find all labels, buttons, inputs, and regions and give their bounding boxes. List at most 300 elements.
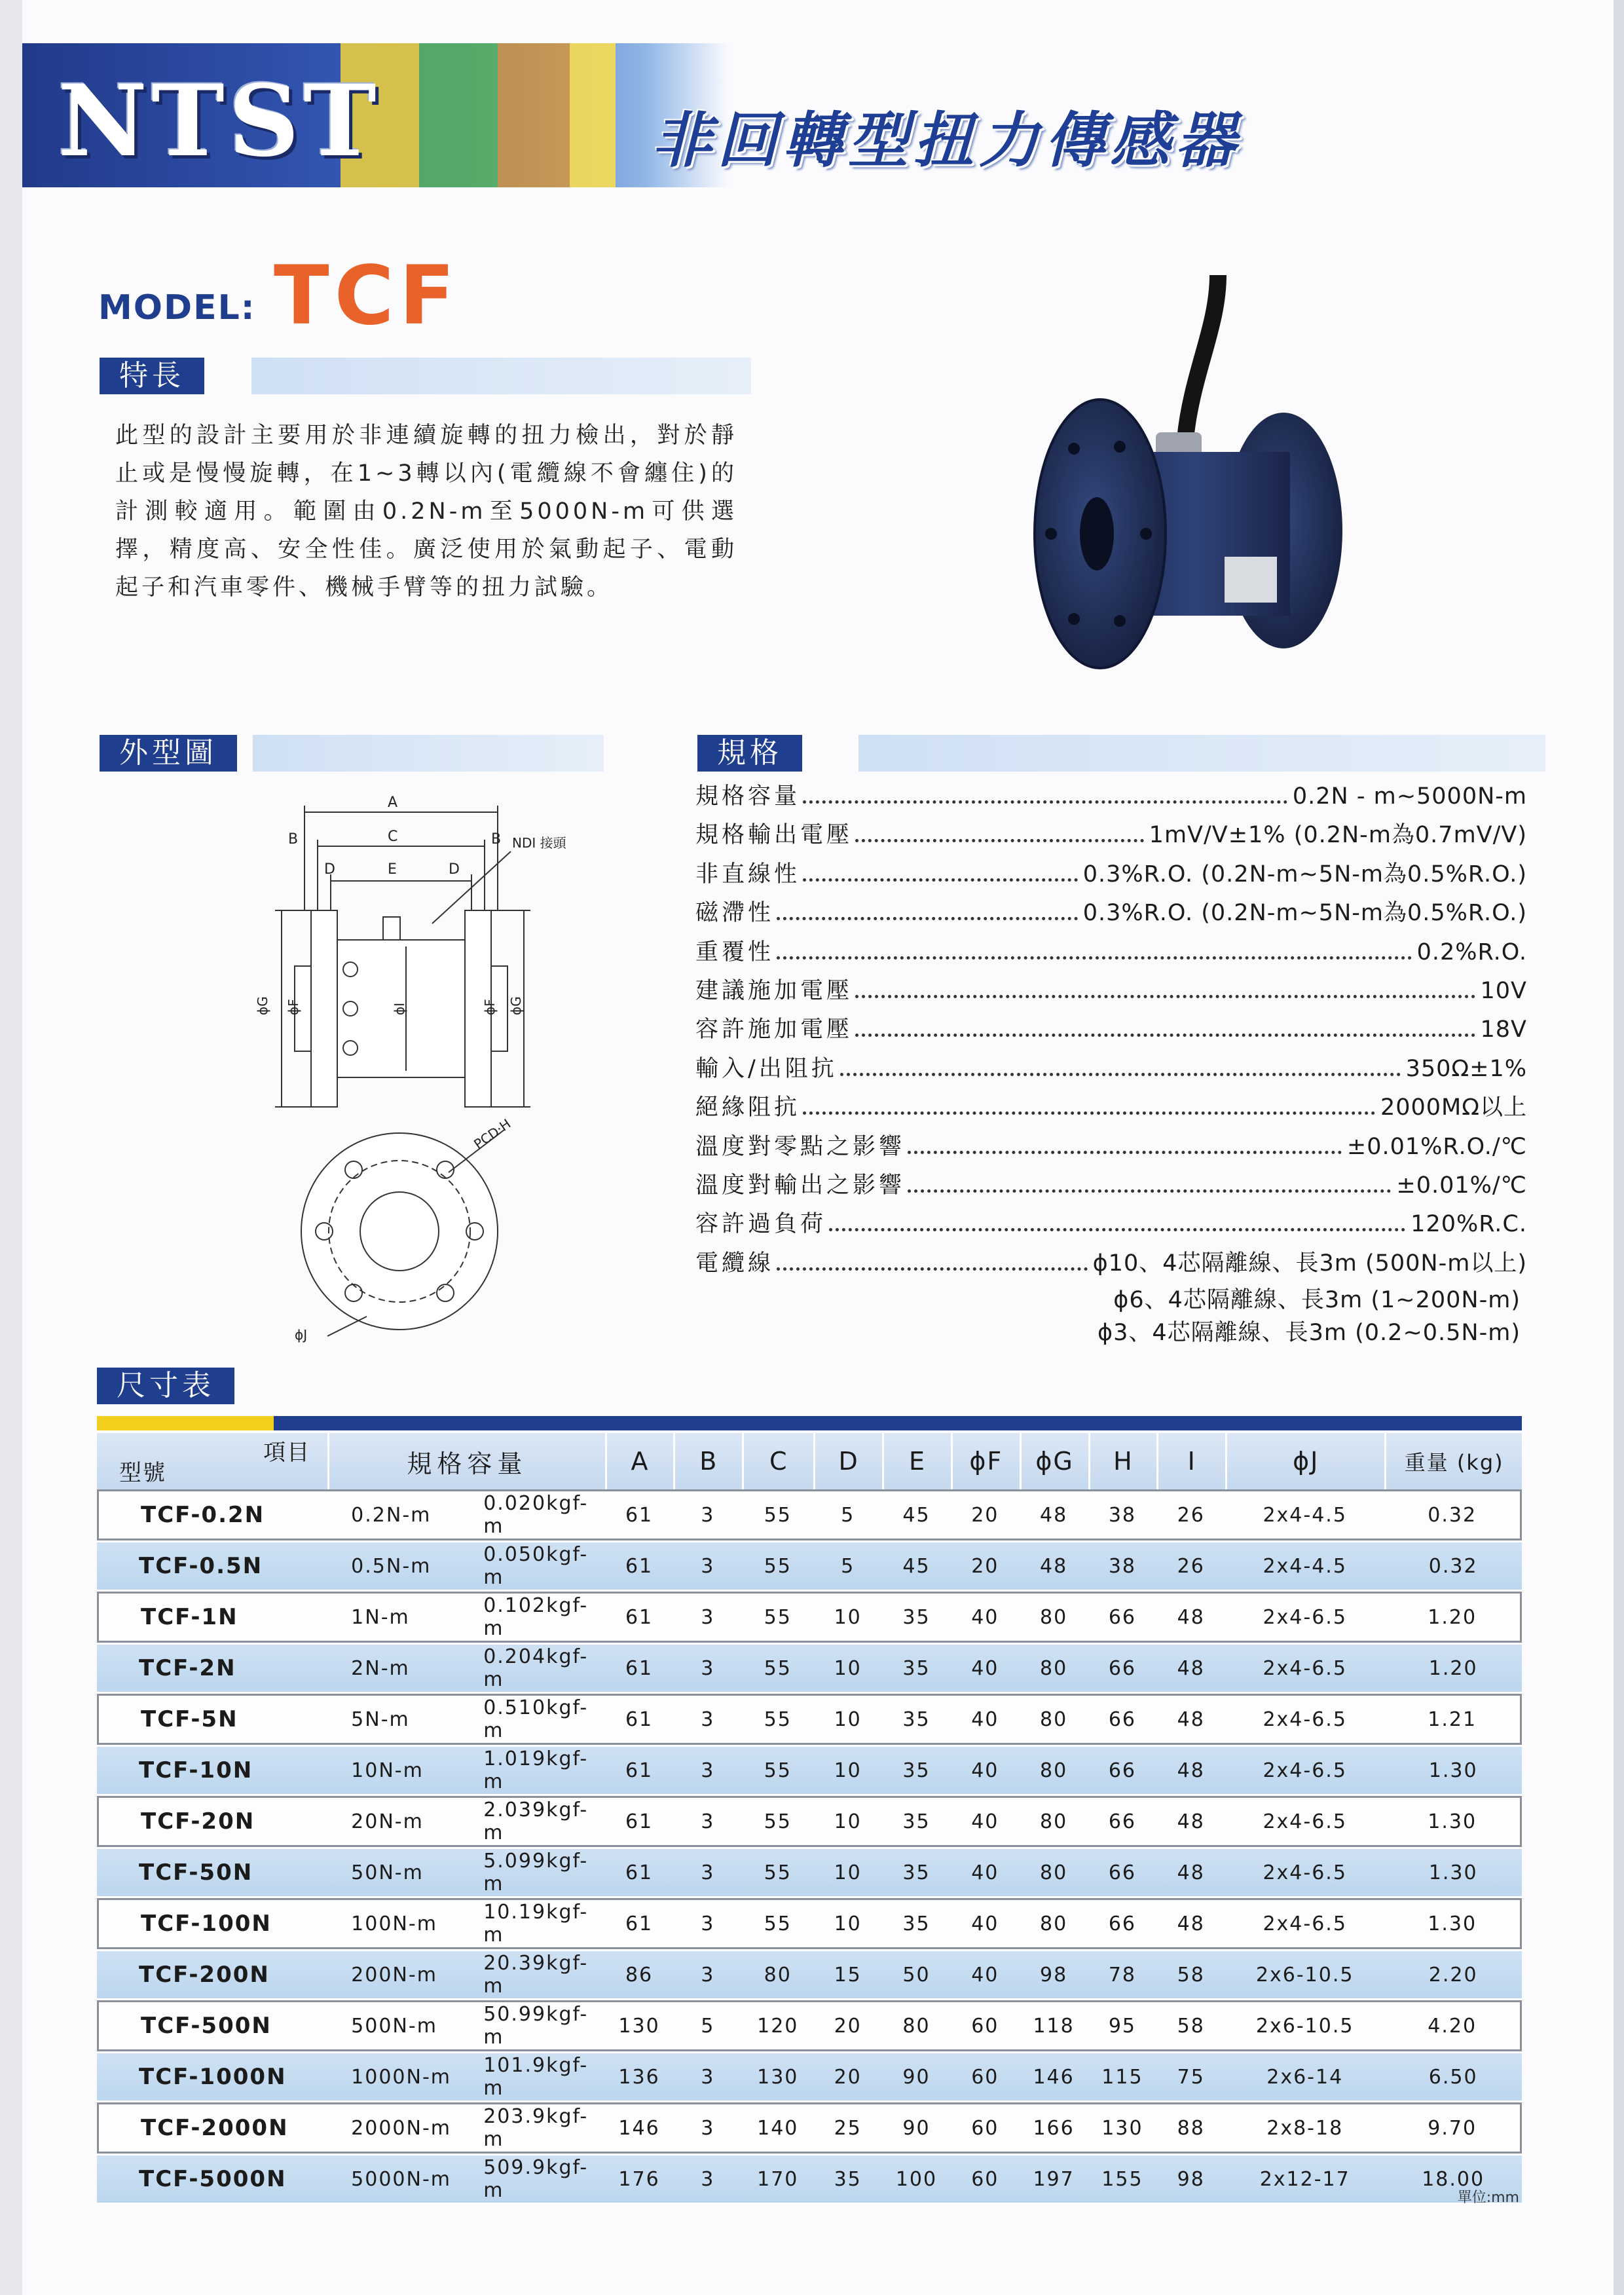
table-cell: 170 — [742, 2154, 813, 2205]
table-cell: 58 — [1156, 1949, 1225, 2000]
spec-row — [695, 1167, 1527, 1206]
spec-value: 0.2%R.O. — [1416, 939, 1527, 965]
table-cell: 0.32 — [1384, 1489, 1522, 1540]
table-cell: 35 — [882, 1745, 951, 1796]
table-cell: 90 — [882, 2051, 951, 2102]
banner-tile — [570, 43, 616, 187]
table-cell: 66 — [1088, 1745, 1157, 1796]
table-cell: 18.00 — [1384, 2154, 1522, 2205]
table-cell: 10 — [813, 1592, 882, 1643]
table-cell: 35 — [882, 1898, 951, 1949]
table-cell: 80 — [1020, 1592, 1088, 1643]
spec-row — [695, 1129, 1527, 1167]
table-row — [97, 1592, 1522, 1643]
cable-extra-1: ϕ6、4芯隔離線、長3m (1~200N-m) — [1113, 1287, 1521, 1314]
table-row — [97, 1745, 1522, 1796]
model-value: TCF — [274, 249, 460, 343]
table-row — [97, 2000, 1522, 2051]
table-cell: 80 — [1020, 1898, 1088, 1949]
spec-row — [695, 1089, 1527, 1128]
model-cell: TCF-5N — [97, 1694, 327, 1745]
header-col: ϕF — [951, 1433, 1020, 1489]
table-cell: 0.020kgf-m — [470, 1489, 604, 1540]
table-header-row — [97, 1433, 1522, 1489]
table-cell: 509.9kgf-m — [470, 2154, 604, 2205]
outline-section-header — [100, 735, 604, 772]
spec-label: 容許過負荷 — [695, 1211, 827, 1238]
table-cell: 25 — [813, 2102, 882, 2154]
table-cell: 2x4-6.5 — [1225, 1847, 1384, 1898]
table-cell: 40 — [951, 1694, 1020, 1745]
table-cell: 80 — [1020, 1643, 1088, 1694]
table-cell: 2x4-6.5 — [1225, 1643, 1384, 1694]
spec-row — [695, 856, 1527, 895]
table-cell: 75 — [1156, 2051, 1225, 2102]
table-row — [97, 2154, 1522, 2205]
table-cell: 55 — [742, 1694, 813, 1745]
table-cell: 61 — [605, 1898, 674, 1949]
table-cell: 3 — [673, 2051, 742, 2102]
table-cell: 38 — [1088, 1540, 1157, 1592]
table-cell: 26 — [1156, 1489, 1225, 1540]
cable — [1185, 275, 1218, 439]
table-cell: 50.99kgf-m — [470, 2000, 604, 2051]
table-cell: 130 — [742, 2051, 813, 2102]
table-cell: 95 — [1088, 2000, 1157, 2051]
table-cell: 38 — [1088, 1489, 1157, 1540]
table-cell: 5 — [813, 1489, 882, 1540]
dim-B-right: B — [491, 831, 502, 848]
header-corner — [97, 1433, 327, 1489]
table-cell: 10 — [813, 1694, 882, 1745]
table-cell: 40 — [951, 1898, 1020, 1949]
table-cell: 1.30 — [1384, 1796, 1522, 1847]
section-tag: 外型圖 — [100, 735, 237, 772]
dim-D-left: D — [324, 861, 335, 878]
table-cell: 55 — [742, 1847, 813, 1898]
table-cell: 20 — [951, 1540, 1020, 1592]
spec-label: 容許施加電壓 — [695, 1017, 853, 1043]
header-col: H — [1088, 1433, 1157, 1489]
dim-C: C — [388, 829, 398, 845]
table-cell: 35 — [882, 1796, 951, 1847]
spec-value: 18V — [1480, 1017, 1527, 1043]
table-cell: 2x4-6.5 — [1225, 1694, 1384, 1745]
table-cell: 118 — [1020, 2000, 1088, 2051]
spec-label: 非直線性 — [695, 861, 801, 887]
table-cell: 50 — [882, 1949, 951, 2000]
table-cell: 66 — [1088, 1694, 1157, 1745]
spec-value: 1mV/V±1% (0.2N-m為0.7mV/V) — [1149, 822, 1527, 849]
page-left-edge — [0, 0, 22, 2295]
connector-label: NDI 接頭 — [512, 835, 566, 851]
table-cell: 203.9kgf-m — [470, 2102, 604, 2154]
table-cell: 80 — [1020, 1847, 1088, 1898]
model-cell: TCF-0.2N — [97, 1489, 327, 1540]
table-cell: 61 — [605, 1592, 674, 1643]
table-cell: 60 — [951, 2000, 1020, 2051]
table-cell: 48 — [1156, 1592, 1225, 1643]
table-row — [97, 1540, 1522, 1592]
table-cell: 3 — [673, 1540, 742, 1592]
table-cell: 66 — [1088, 1643, 1157, 1694]
spec-label: 建議施加電壓 — [695, 977, 853, 1004]
model-cell: TCF-1N — [97, 1592, 327, 1643]
table-cell: 40 — [951, 1592, 1020, 1643]
table-cell: 48 — [1156, 1745, 1225, 1796]
table-cell: 48 — [1156, 1643, 1225, 1694]
table-cell: 9.70 — [1384, 2102, 1522, 2154]
table-cell: 5N-m — [327, 1694, 470, 1745]
table-cell: 66 — [1088, 1796, 1157, 1847]
table-cell: 3 — [673, 2102, 742, 2154]
table-body — [97, 1489, 1522, 2205]
model-cell: TCF-2N — [97, 1643, 327, 1694]
table-cell: 61 — [605, 1694, 674, 1745]
specs-section-header — [697, 735, 1545, 772]
table-cell: 35 — [813, 2154, 882, 2205]
table-cell: 5.099kgf-m — [470, 1847, 604, 1898]
table-cell: 80 — [742, 1949, 813, 2000]
spec-label: 溫度對輸出之影響 — [695, 1172, 906, 1199]
spec-row — [695, 1245, 1527, 1284]
corner-bottom-label: 型號 — [119, 1460, 166, 1486]
spec-row — [695, 817, 1527, 855]
dim-phiF-left: ϕF — [286, 999, 301, 1015]
spec-value: 0.3%R.O. (0.2N-m~5N-m為0.5%R.O.) — [1082, 900, 1527, 927]
table-cell: 0.32 — [1384, 1540, 1522, 1592]
table-cell: 136 — [605, 2051, 674, 2102]
corner-top-label: 項目 — [263, 1440, 311, 1466]
table-cell: 0.2N-m — [327, 1489, 470, 1540]
table-cell: 20 — [951, 1489, 1020, 1540]
section-tag: 特長 — [100, 358, 204, 394]
table-cell: 35 — [882, 1592, 951, 1643]
table-cell: 48 — [1020, 1489, 1088, 1540]
spec-list — [695, 778, 1527, 1349]
table-cell: 98 — [1156, 2154, 1225, 2205]
table-cell: 88 — [1156, 2102, 1225, 2154]
table-cell: 2x4-6.5 — [1225, 1898, 1384, 1949]
spec-row — [695, 973, 1527, 1011]
table-cell: 78 — [1088, 1949, 1157, 2000]
table-cell: 0.5N-m — [327, 1540, 470, 1592]
table-cell: 3 — [673, 1592, 742, 1643]
table-cell: 20.39kgf-m — [470, 1949, 604, 2000]
table-cell: 130 — [1088, 2102, 1157, 2154]
spec-value: 120%R.C. — [1411, 1211, 1527, 1238]
table-cell: 1.21 — [1384, 1694, 1522, 1745]
table-cell: 1.20 — [1384, 1643, 1522, 1694]
table-cell: 0.510kgf-m — [470, 1694, 604, 1745]
table-cell: 155 — [1088, 2154, 1157, 2205]
table-cell: 60 — [951, 2154, 1020, 2205]
table-cell: 61 — [605, 1489, 674, 1540]
model-cell: TCF-2000N — [97, 2102, 327, 2154]
table-cell: 4.20 — [1384, 2000, 1522, 2051]
table-cell: 35 — [882, 1847, 951, 1898]
table-cell: 66 — [1088, 1847, 1157, 1898]
table-cell: 55 — [742, 1592, 813, 1643]
table-cell: 40 — [951, 1847, 1020, 1898]
table-cell: 55 — [742, 1489, 813, 1540]
spec-row — [695, 778, 1527, 817]
spec-value: 350Ω±1% — [1405, 1055, 1527, 1082]
table-cell: 90 — [882, 2102, 951, 2154]
table-cell: 3 — [673, 1847, 742, 1898]
table-cell: 2x4-6.5 — [1225, 1592, 1384, 1643]
table-cell: 100N-m — [327, 1898, 470, 1949]
banner-tile — [498, 43, 570, 187]
table-cell: 48 — [1156, 1898, 1225, 1949]
table-row — [97, 1489, 1522, 1540]
header-col: ϕJ — [1225, 1433, 1384, 1489]
table-cell: 1000N-m — [327, 2051, 470, 2102]
table-cell: 80 — [1020, 1694, 1088, 1745]
label-plate — [1225, 557, 1277, 603]
header-col: 重量 (kg) — [1384, 1433, 1522, 1489]
table-cell: 98 — [1020, 1949, 1088, 2000]
table-cell: 5 — [673, 2000, 742, 2051]
unit-note: 單位:mm — [1457, 2190, 1519, 2206]
spec-label: 溫度對零點之影響 — [695, 1133, 906, 1160]
section-bar — [858, 735, 1545, 772]
table-cell: 3 — [673, 2154, 742, 2205]
table-cell: 101.9kgf-m — [470, 2051, 604, 2102]
spec-row — [695, 1051, 1527, 1089]
table-cell: 3 — [673, 1949, 742, 2000]
page-title: 非回轉型扭力傳感器 — [652, 105, 1242, 176]
table-cell: 1.20 — [1384, 1592, 1522, 1643]
spec-label: 重覆性 — [695, 939, 775, 965]
brand-logo: NTST — [58, 64, 380, 179]
table-cell: 20 — [813, 2051, 882, 2102]
features-section-header — [100, 358, 751, 394]
table-cell: 146 — [1020, 2051, 1088, 2102]
dimension-table — [97, 1433, 1522, 2205]
model-cell: TCF-0.5N — [97, 1540, 327, 1592]
spec-value: ϕ10、4芯隔離線、長3m (500N-m以上) — [1092, 1250, 1527, 1277]
table-cell: 10 — [813, 1643, 882, 1694]
table-cell: 5000N-m — [327, 2154, 470, 2205]
table-cell: 10 — [813, 1796, 882, 1847]
center-hole — [1080, 497, 1114, 570]
table-cell: 60 — [951, 2102, 1020, 2154]
table-cell: 1.30 — [1384, 1847, 1522, 1898]
table-cell: 2x4-4.5 — [1225, 1489, 1384, 1540]
table-cell: 15 — [813, 1949, 882, 2000]
spec-label: 規格輸出電壓 — [695, 822, 853, 849]
table-cell: 48 — [1156, 1796, 1225, 1847]
spec-label: 絕緣阻抗 — [695, 1094, 801, 1121]
table-cell: 55 — [742, 1643, 813, 1694]
spec-value: ±0.01%/℃ — [1396, 1172, 1527, 1199]
spec-label: 磁滯性 — [695, 900, 775, 927]
model-cell: TCF-1000N — [97, 2051, 327, 2102]
model-cell: TCF-5000N — [97, 2154, 327, 2205]
table-row — [97, 2102, 1522, 2154]
table-cell: 61 — [605, 1847, 674, 1898]
table-cell: 61 — [605, 1643, 674, 1694]
dim-phiG-right: ϕG — [508, 996, 524, 1015]
model-cell: TCF-500N — [97, 2000, 327, 2051]
table-cell: 2x4-6.5 — [1225, 1745, 1384, 1796]
section-bar — [253, 735, 604, 772]
features-text: 此型的設計主要用於非連續旋轉的扭力檢出，對於靜止或是慢慢旋轉，在1~3轉以內(電纜線不會纏住)的計測較適用。範圍由0.2N-m至5000N-m可供選擇，精度高、安全性佳。廣泛使用於氣動起子、電動起子和汽車零件、機械手臂等的扭力試驗。 — [115, 422, 737, 601]
section-tag: 規格 — [697, 735, 802, 772]
table-cell: 0.204kgf-m — [470, 1643, 604, 1694]
table-cell: 58 — [1156, 2000, 1225, 2051]
table-cell: 1.30 — [1384, 1898, 1522, 1949]
dim-phiI: ϕI — [392, 1002, 407, 1015]
table-cell: 0.050kgf-m — [470, 1540, 604, 1592]
header-col: A — [605, 1433, 674, 1489]
table-cell: 2.039kgf-m — [470, 1796, 604, 1847]
model-cell: TCF-200N — [97, 1949, 327, 2000]
spec-value: 0.2N - m~5000N-m — [1292, 783, 1527, 810]
spec-label: 電纜線 — [695, 1250, 775, 1277]
dim-A: A — [388, 794, 398, 811]
product-photo — [1022, 275, 1362, 720]
table-cell: 2.20 — [1384, 1949, 1522, 2000]
table-row — [97, 1949, 1522, 2000]
spec-label: 輸入/出阻抗 — [695, 1055, 838, 1082]
spec-row — [695, 934, 1527, 973]
spec-value: 2000MΩ以上 — [1380, 1094, 1527, 1121]
table-cell: 5 — [813, 1540, 882, 1592]
model-cell: TCF-100N — [97, 1898, 327, 1949]
table-cell: 80 — [1020, 1796, 1088, 1847]
table-cell: 66 — [1088, 1898, 1157, 1949]
table-cell: 166 — [1020, 2102, 1088, 2154]
table-cell: 1.019kgf-m — [470, 1745, 604, 1796]
table-cell: 45 — [882, 1489, 951, 1540]
table-row — [97, 1847, 1522, 1898]
table-cell: 66 — [1088, 1592, 1157, 1643]
spec-label: 規格容量 — [695, 783, 801, 810]
table-cell: 2N-m — [327, 1643, 470, 1694]
dim-B-left: B — [288, 831, 299, 848]
table-cell: 40 — [951, 1643, 1020, 1694]
table-cell: 3 — [673, 1643, 742, 1694]
header-col: C — [742, 1433, 813, 1489]
table-cell: 20N-m — [327, 1796, 470, 1847]
table-cell: 86 — [605, 1949, 674, 2000]
table-cell: 200N-m — [327, 1949, 470, 2000]
dim-E: E — [388, 861, 397, 878]
table-cell: 2000N-m — [327, 2102, 470, 2154]
table-cell: 2x4-4.5 — [1225, 1540, 1384, 1592]
table-cell: 10 — [813, 1745, 882, 1796]
table-row — [97, 1796, 1522, 1847]
table-cell: 61 — [605, 1796, 674, 1847]
header-capacity: 規格容量 — [327, 1433, 604, 1489]
table-cell: 2x6-10.5 — [1225, 2000, 1384, 2051]
page-right-edge — [1614, 0, 1624, 2295]
table-cell: 50N-m — [327, 1847, 470, 1898]
table-cell: 48 — [1156, 1694, 1225, 1745]
table-row — [97, 1898, 1522, 1949]
table-cell: 20 — [813, 2000, 882, 2051]
table-cell: 197 — [1020, 2154, 1088, 2205]
table-cell: 3 — [673, 1745, 742, 1796]
table-cell: 146 — [605, 2102, 674, 2154]
table-cell: 26 — [1156, 1540, 1225, 1592]
spec-value: ±0.01%R.O./℃ — [1346, 1133, 1527, 1160]
dim-D-right: D — [449, 861, 460, 878]
table-cell: 2x4-6.5 — [1225, 1796, 1384, 1847]
table-row — [97, 1694, 1522, 1745]
banner-tile — [419, 43, 498, 187]
table-cell: 0.102kgf-m — [470, 1592, 604, 1643]
section-bar — [251, 358, 751, 394]
table-cell: 10N-m — [327, 1745, 470, 1796]
outline-drawing — [216, 786, 642, 1349]
table-row — [97, 1643, 1522, 1694]
table-cell: 40 — [951, 1796, 1020, 1847]
table-cell: 35 — [882, 1694, 951, 1745]
table-cell: 40 — [951, 1949, 1020, 2000]
table-cell: 500N-m — [327, 2000, 470, 2051]
table-cell: 115 — [1088, 2051, 1157, 2102]
table-cell: 176 — [605, 2154, 674, 2205]
table-cell: 3 — [673, 1694, 742, 1745]
model-label: MODEL: — [98, 288, 256, 327]
table-top-bar — [97, 1416, 1522, 1430]
dim-phiF-right: ϕF — [482, 999, 498, 1015]
table-cell: 55 — [742, 1540, 813, 1592]
header-col: D — [813, 1433, 882, 1489]
section-tag: 尺寸表 — [97, 1368, 234, 1404]
table-cell: 1N-m — [327, 1592, 470, 1643]
table-cell: 130 — [605, 2000, 674, 2051]
table-cell: 35 — [882, 1643, 951, 1694]
dim-phiJ: ϕJ — [295, 1327, 308, 1343]
dimensions-section-header — [97, 1368, 274, 1404]
table-cell: 3 — [673, 1489, 742, 1540]
table-cell: 55 — [742, 1796, 813, 1847]
header-col: E — [882, 1433, 951, 1489]
table-cell: 2x6-14 — [1225, 2051, 1384, 2102]
table-cell: 2x12-17 — [1225, 2154, 1384, 2205]
dim-pcd: PCD‧H — [471, 1115, 514, 1153]
model-cell: TCF-50N — [97, 1847, 327, 1898]
model-cell: TCF-10N — [97, 1745, 327, 1796]
spec-row — [695, 895, 1527, 933]
table-cell: 2x6-10.5 — [1225, 1949, 1384, 2000]
table-cell: 48 — [1020, 1540, 1088, 1592]
table-cell: 140 — [742, 2102, 813, 2154]
header-col: I — [1156, 1433, 1225, 1489]
table-cell: 10.19kgf-m — [470, 1898, 604, 1949]
table-cell: 80 — [1020, 1745, 1088, 1796]
table-cell: 45 — [882, 1540, 951, 1592]
table-cell: 10 — [813, 1847, 882, 1898]
table-cell: 6.50 — [1384, 2051, 1522, 2102]
spec-row — [695, 1206, 1527, 1244]
dim-phiG-left: ϕG — [255, 996, 270, 1015]
table-cell: 3 — [673, 1796, 742, 1847]
table-cell: 61 — [605, 1745, 674, 1796]
table-cell: 1.30 — [1384, 1745, 1522, 1796]
table-cell: 60 — [951, 2051, 1020, 2102]
table-cell: 40 — [951, 1745, 1020, 1796]
table-cell: 61 — [605, 1540, 674, 1592]
spec-value: 0.3%R.O. (0.2N-m~5N-m為0.5%R.O.) — [1082, 861, 1527, 887]
table-cell: 55 — [742, 1745, 813, 1796]
table-cell: 10 — [813, 1898, 882, 1949]
spec-row — [695, 1011, 1527, 1050]
